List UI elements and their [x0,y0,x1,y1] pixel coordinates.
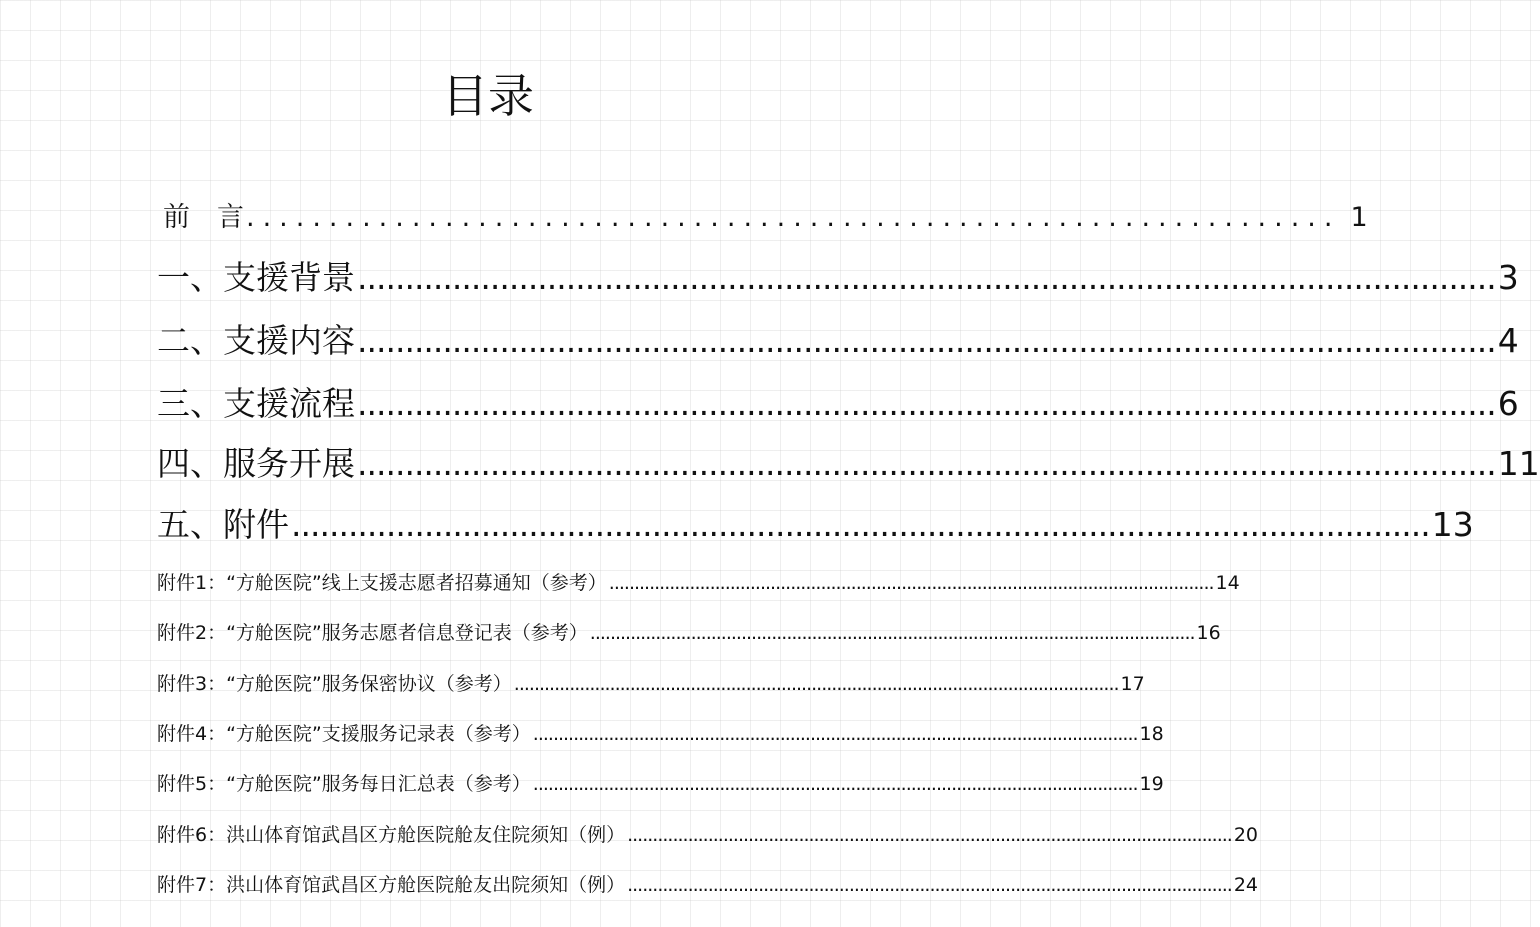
toc-label: 四、服务开展 [157,444,355,483]
toc-label: 五、附件 [157,505,289,544]
toc-label: 附件6：洪山体育馆武昌区方舱医院舱友住院须知（例） [157,824,626,846]
toc-label: 附件1：“方舱医院”线上支援志愿者招募通知（参考） [157,572,607,594]
toc-page-number: 4 [1497,321,1519,360]
toc-entry-attachment-3[interactable] [157,664,1145,704]
toc-entry-preface[interactable] [157,195,1368,241]
toc-entry-attachment-2[interactable] [157,613,1221,653]
toc-entry-attachment-4[interactable] [157,714,1164,754]
page-title: 目录 [442,69,534,123]
toc-entry-section-5[interactable] [157,497,1474,553]
toc-page-number: 1 [1350,202,1368,233]
dot-leader: ........................................................................................................................ [627,874,1232,896]
toc-entry-section-4[interactable] [157,436,1540,492]
toc-label: 三、支援流程 [157,384,355,423]
toc-label: 附件5：“方舱医院”服务每日汇总表（参考） [157,773,531,795]
toc-page-number: 19 [1139,773,1164,795]
toc-page-number: 20 [1233,824,1259,846]
toc-page-number: 14 [1215,572,1240,594]
toc-page-number: 6 [1497,384,1519,423]
toc-page-number: 18 [1139,723,1164,745]
toc-label: 附件2：“方舱医院”服务志愿者信息登记表（参考） [157,622,588,644]
toc-label: 附件3：“方舱医院”服务保密协议（参考） [157,673,512,695]
toc-page-number: 3 [1497,258,1519,297]
toc-page-number: 17 [1120,673,1145,695]
dot-leader: ........................................................................................................................ [357,384,1496,423]
dot-leader: ........................................................................................................................ [357,321,1496,360]
toc-entry-attachment-5[interactable] [157,764,1164,804]
dot-leader: ........................................................................................................................ [589,622,1195,644]
dot-leader: ........................................................................................................................ [627,824,1232,846]
toc-entry-section-1[interactable] [157,250,1519,306]
toc-page-number: 24 [1233,874,1259,896]
toc-label: 前 言 [163,202,244,233]
toc-label: 附件7：洪山体育馆武昌区方舱医院舱友出院须知（例） [157,874,626,896]
dot-leader: ........................................................................................................................ [357,258,1496,297]
toc-page-number: 16 [1196,622,1221,644]
dot-leader: ........................................................................................................................ [532,773,1138,795]
dot-leader: ........................................................................................................................ [532,723,1138,745]
toc-label: 附件4：“方舱医院”支援服务记录表（参考） [157,723,531,745]
toc-entry-section-3[interactable] [157,376,1519,432]
dot-leader: ........................................................................................................................ [291,505,1430,544]
toc-page-number: 11 [1497,444,1540,483]
toc-label: 二、支援内容 [157,321,355,360]
toc-label: 一、支援背景 [157,258,355,297]
dot-leader: ........................................................................................................................ [357,444,1496,483]
dot-leader: ........................................................................................................................ [608,572,1214,594]
dot-leader: .................................................................. [246,202,1341,233]
toc-page-number: 13 [1431,505,1474,544]
toc-entry-section-2[interactable] [157,313,1519,369]
toc-entry-attachment-1[interactable] [157,563,1240,603]
toc-entry-attachment-6[interactable] [157,815,1259,855]
toc-entry-attachment-7[interactable] [157,865,1259,905]
dot-leader: ........................................................................................................................ [513,673,1119,695]
